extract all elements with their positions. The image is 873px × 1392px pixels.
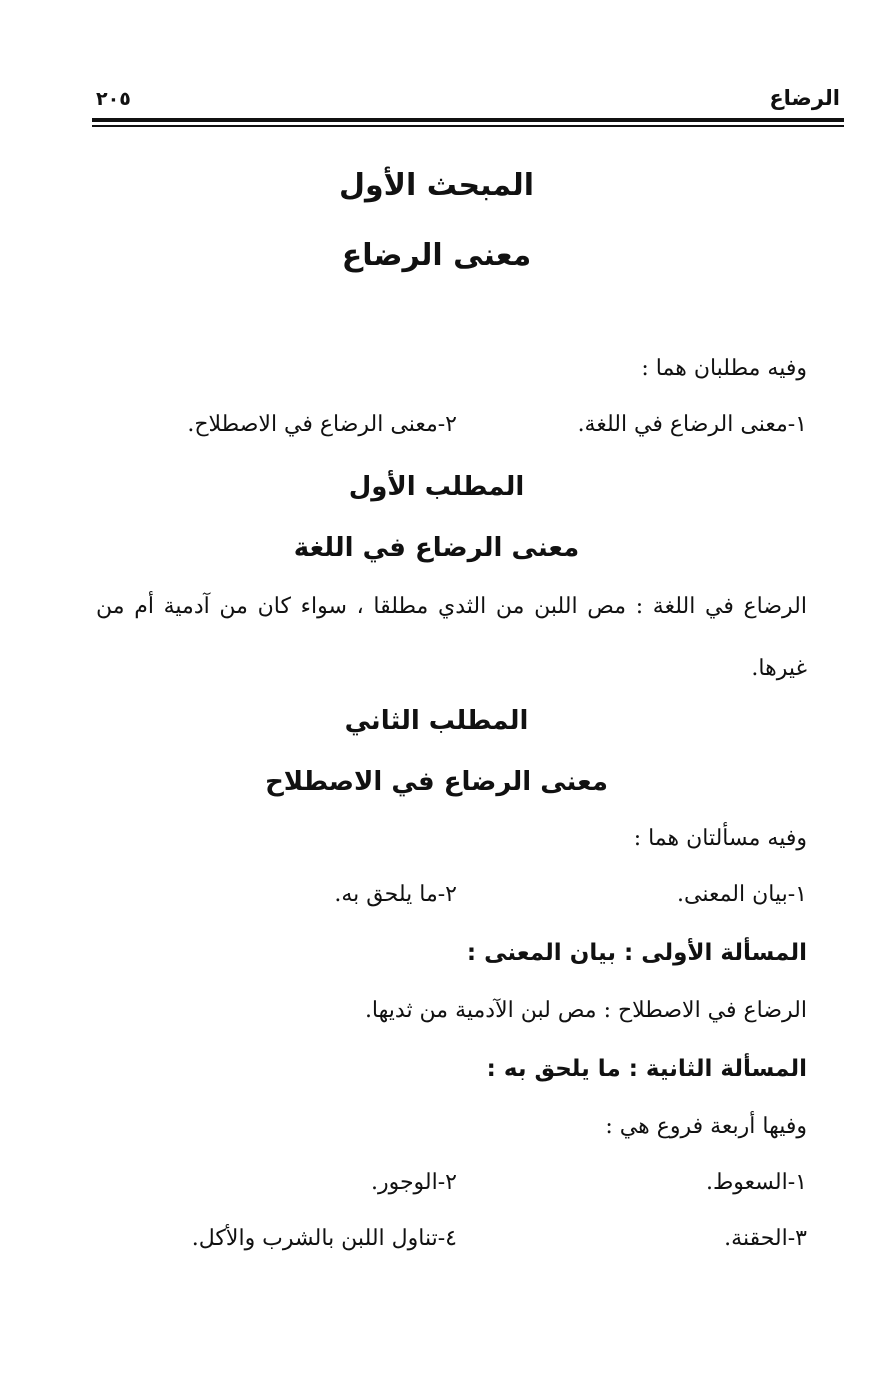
header-rule-thin <box>92 125 844 127</box>
masala2-intro: وفيها أربعة فروع هي : <box>605 1114 807 1139</box>
masala2-item-3: ٣-الحقنة. <box>724 1226 807 1251</box>
running-header <box>92 86 840 120</box>
page-number: ٢٠٥ <box>96 88 131 110</box>
section-title: المبحث الأول <box>338 168 535 203</box>
matlab2-item-1: ١-بيان المعنى. <box>677 882 807 907</box>
masala2-item-1: ١-السعوط. <box>705 1170 807 1195</box>
matlab1-title: المطلب الأول <box>348 472 525 502</box>
section-item-2: ٢-معنى الرضاع في الاصطلاح. <box>187 412 457 437</box>
masala2-item-2: ٢-الوجور. <box>370 1170 457 1195</box>
matlab2-item-2: ٢-ما يلحق به. <box>334 882 457 907</box>
masala2-title: المسألة الثانية : ما يلحق به : <box>486 1056 807 1082</box>
matlab2-title: المطلب الثاني <box>344 706 529 736</box>
running-title: الرضاع <box>769 86 840 110</box>
masala1-text: الرضاع في الاصطلاح : مص لبن الآدمية من ثديها. <box>364 998 807 1023</box>
matlab2-intro: وفيه مسألتان هما : <box>633 826 807 851</box>
section-subtitle: معنى الرضاع <box>341 238 532 273</box>
section-intro: وفيه مطلبان هما : <box>641 356 807 381</box>
matlab1-text: الرضاع في اللغة : مص اللبن من الثدي مطلقا ، سواء كان من آدمية أم من غيرها. <box>96 594 807 681</box>
matlab2-subtitle: معنى الرضاع في الاصطلاح <box>265 767 608 797</box>
section-item-1: ١-معنى الرضاع في اللغة. <box>577 412 807 437</box>
masala2-item-4: ٤-تناول اللبن بالشرب والأكل. <box>191 1226 457 1251</box>
header-rule-thick <box>92 118 844 122</box>
matlab1-subtitle: معنى الرضاع في اللغة <box>293 533 580 563</box>
masala1-title: المسألة الأولى : بيان المعنى : <box>466 940 807 966</box>
